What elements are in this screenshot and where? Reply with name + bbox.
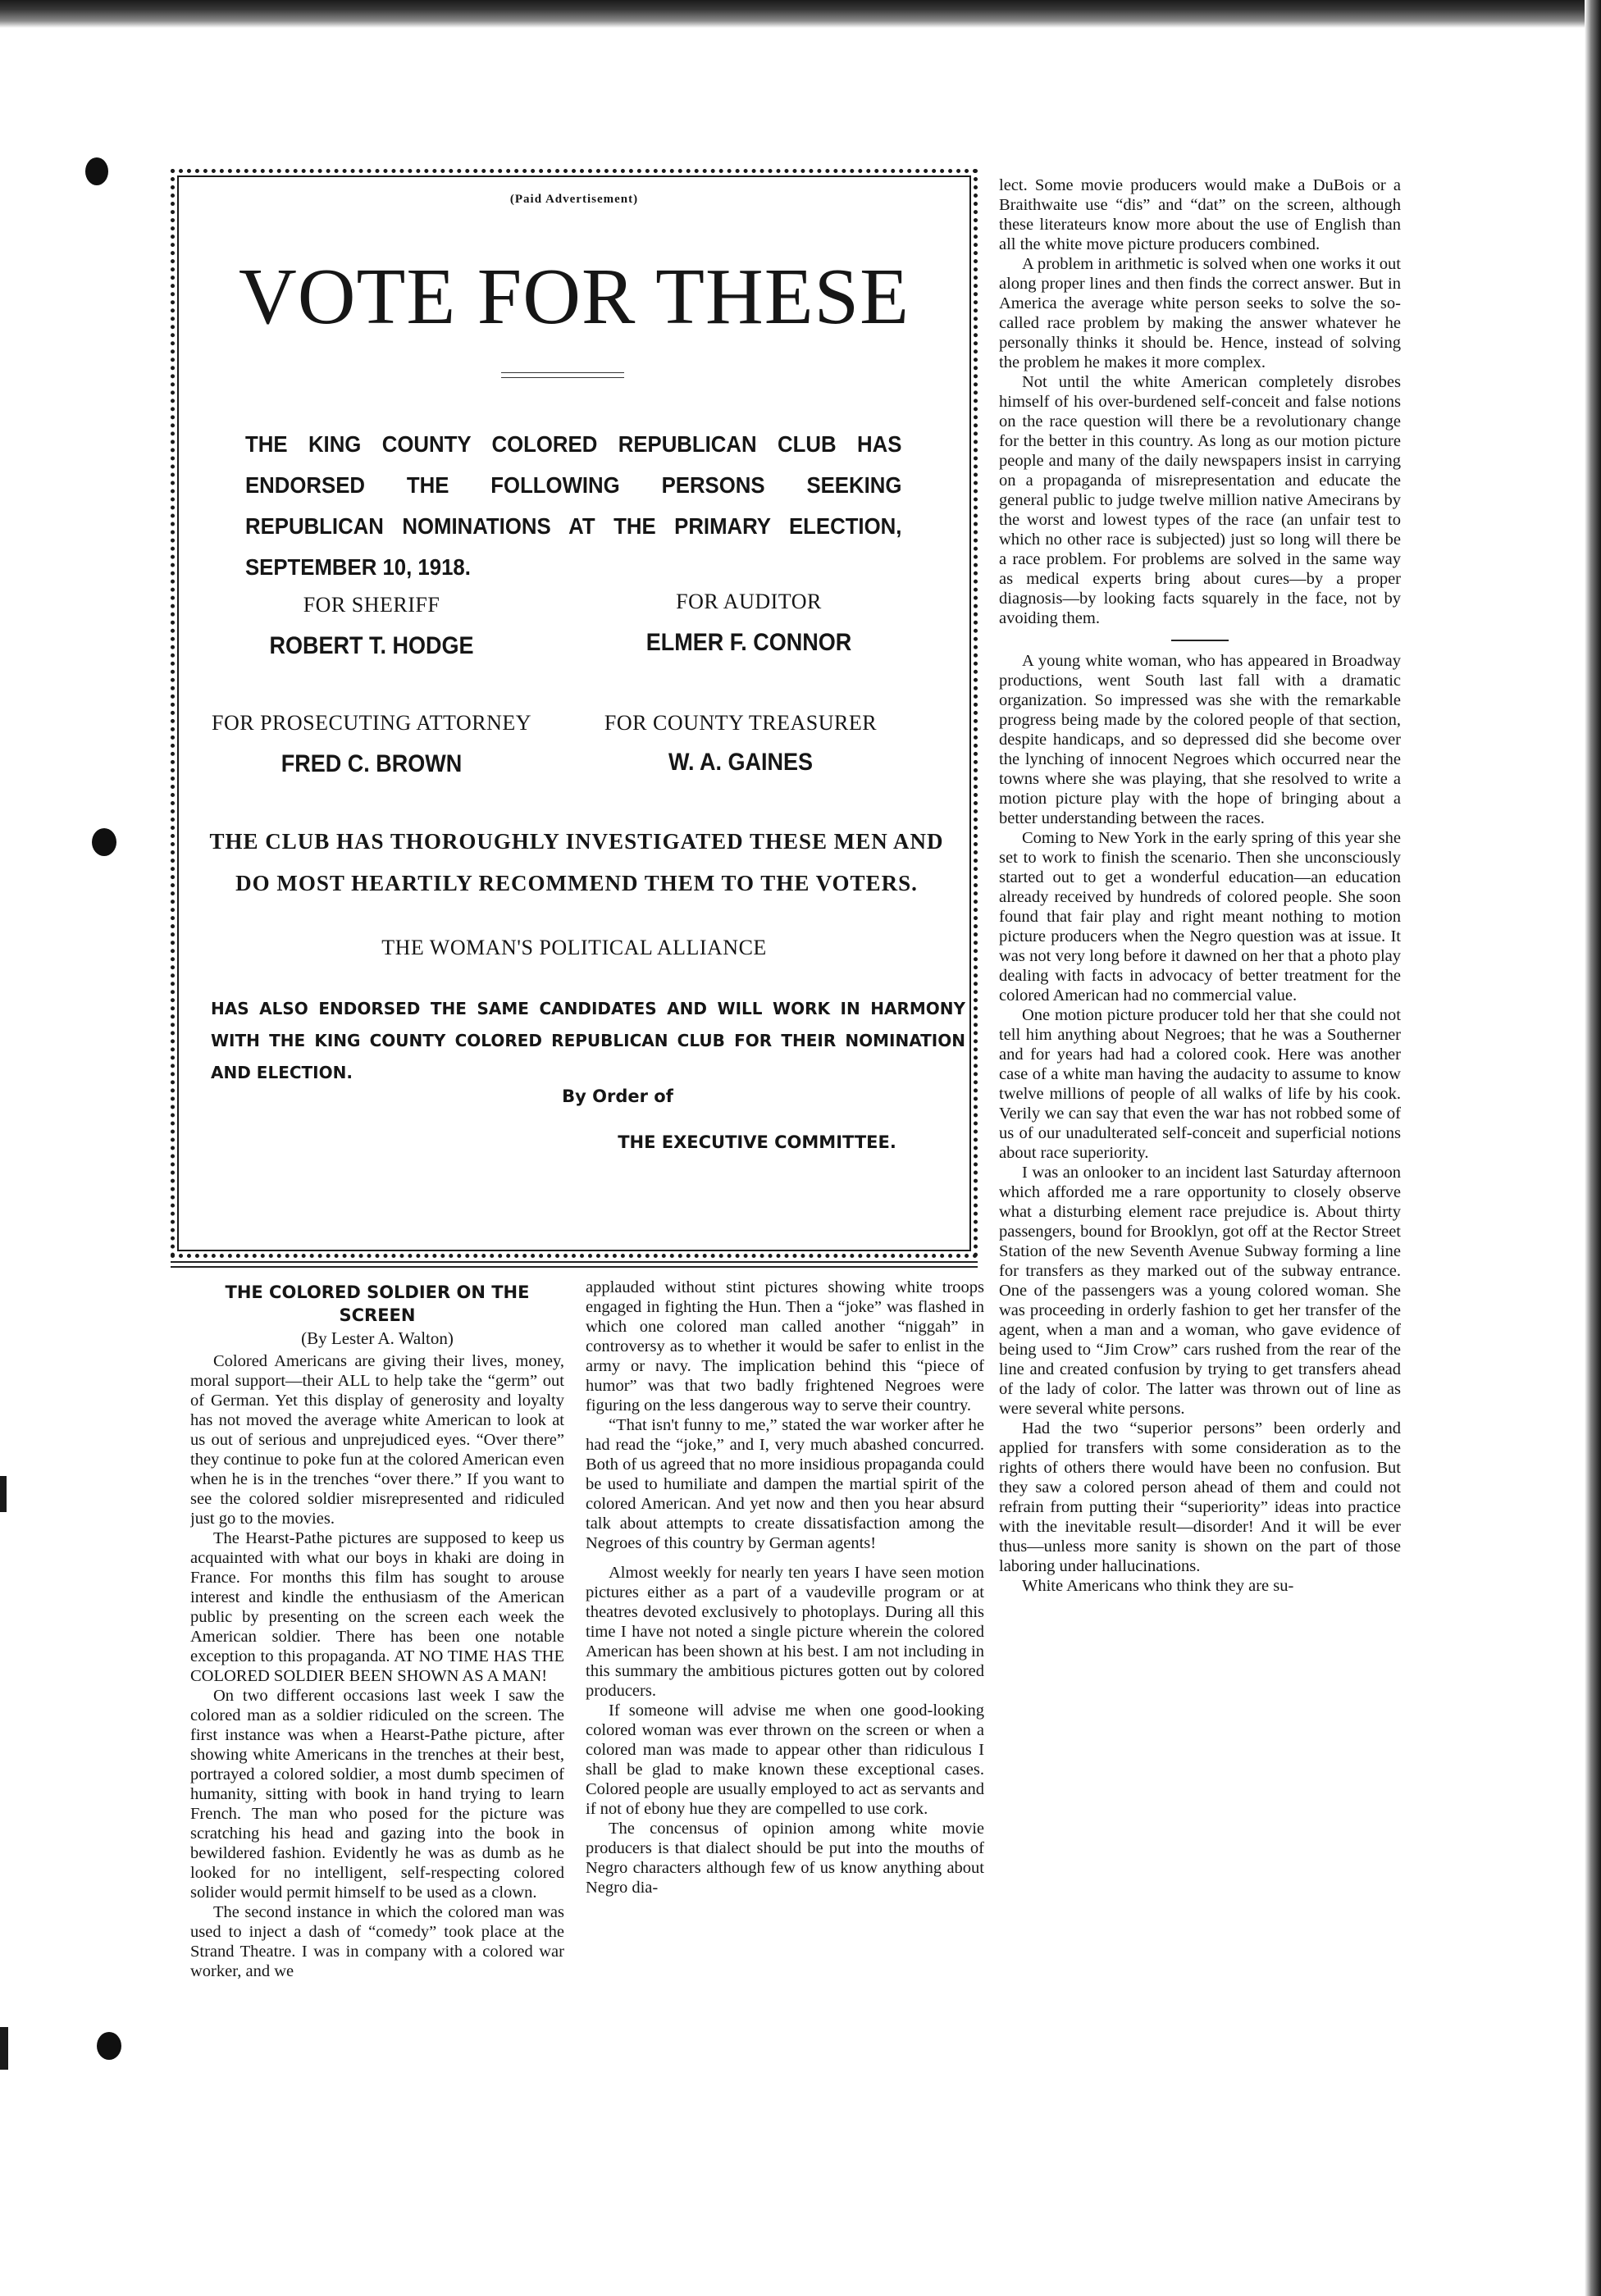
scan-top-edge bbox=[0, 0, 1601, 28]
ad-alliance-statement: HAS ALSO ENDORSED THE SAME CANDIDATES AND WILL WORK IN HARMONY WITH THE KING COUNTY COLORED REPUBLICAN CLUB FOR THEIR NOMINATION AND ELECTION. bbox=[211, 999, 965, 1082]
section-rule bbox=[171, 1261, 978, 1268]
candidate-office-prosecuting-attorney: FOR PROSECUTING ATTORNEY bbox=[211, 711, 531, 735]
candidate-office-county-treasurer: FOR COUNTY TREASURER bbox=[604, 711, 878, 735]
article-byline: (By Lester A. Walton) bbox=[301, 1328, 454, 1348]
article-paragraph: If someone will advise me when one good-looking colored woman was ever thrown on the screen or when a colored man was made to appear other than ridiculous I shall be glad to make known these exceptional cases. Colored people are usually employed to act as servants and if not of ebony hue they are compelled to use cork. bbox=[586, 1702, 984, 1818]
punch-hole-middle bbox=[92, 828, 116, 856]
article-paragraph: The concensus of opinion among white movie producers is that dialect should be put into the mouths of Negro characters although few of us know anything about Negro dia- bbox=[586, 1820, 984, 1897]
ad-endorsement-text: THE KING COUNTY COLORED REPUBLICAN CLUB HAS ENDORSED THE FOLLOWING PERSONS SEEKING REPUBLICAN NOMINATIONS AT THE PRIMARY ELECTION, SEPTEMBER 10, 1918. bbox=[245, 431, 902, 580]
article-column-middle bbox=[586, 1278, 984, 2122]
article-paragraph: I was an onlooker to an incident last Saturday afternoon which afforded me a rare opportunity to closely observe what a disturbing element race prejudice is. About thirty passengers, bound for Brooklyn, got off at the Rector Street Station of the new Seventh Avenue Subway forming a line for transfers as they marked out of the subway entrance. One of the passengers was a young colored woman. She was proceeding in orderly fashion to get her transfer of the agent, when a man and a woman, who gave evidence of being used to “Jim Crow” cars rushed from the rear of the line and created confusion by trying to get transfers ahead of the lady of color. The latter was thrown out of line as were several white persons. bbox=[999, 1164, 1401, 1418]
candidate-office-sheriff: FOR SHERIFF bbox=[303, 593, 440, 617]
article-paragraph: lect. Some movie producers would make a DuBois or a Braithwaite use “dis” and “dat” on the screen, although these literateurs know more about the use of English than all the white move picture producers combined. bbox=[999, 176, 1401, 253]
article-paragraph: applauded without stint pictures showing white troops engaged in fighting the Hun. Then a “joke” was flashed in which one colored man called another “niggah” in controversy as to whether it would be safer to enlist in the army or navy. The implication behind this “piece of humor” was that two badly frightened Negroes were figuring on the less dangerous way to serve their country. bbox=[586, 1278, 984, 1414]
article-column-left bbox=[190, 1278, 564, 2122]
candidate-office-auditor: FOR AUDITOR bbox=[676, 590, 822, 613]
article-paragraph: A problem in arithmetic is solved when one works it out along proper lines and then finds the correct answer. But in America the average white person seeks to solve the so-called race problem by making the answer whatever he personally thinks it should be. Hence, instead of solving the problem he makes it more complex. bbox=[999, 255, 1401, 371]
margin-mark-1 bbox=[0, 1476, 7, 1512]
column-separator bbox=[1171, 640, 1229, 641]
article-paragraph: Not until the white American completely disrobes himself of his over-burdened self-conceit and false notions on the race question will there be a revolutionary change for the better in this country. As long as our motion picture people and many of the daily newspapers insist in carrying on a propaganda of misrepresentation and educate the general public to judge twelve million native Amecirans by the worst and lowest types of the race (an unfair test to which no other race is subjected) just so long will there be a race problem. For problems are solved in the same way as medical experts bring about cures—by a proper diagnosis—by looking facts squarely in the face, not by avoiding them. bbox=[999, 373, 1401, 627]
candidate-name-prosecuting-attorney: FRED C. BROWN bbox=[281, 750, 463, 777]
paid-advertisement-box bbox=[171, 169, 978, 1258]
article-column-right bbox=[999, 175, 1401, 2127]
ad-divider bbox=[501, 372, 624, 378]
article-paragraph: Almost weekly for nearly ten years I have seen motion pictures either as a part of a vaudeville program or at theatres devoted exclusively to photoplays. During all this time I have not noted a single picture wherein the colored American has been shown at his best. I am not including in this summary the ambitious pictures gotten out by colored producers. bbox=[586, 1564, 984, 1700]
article-paragraph: On two different occasions last week I saw the colored man as a soldier ridiculed on the screen. The first instance was when a Hearst-Pathe picture, after showing white Americans in the trenches at their best, portrayed a colored soldier, a most dumb specimen of humanity, sitting with book in hand trying to learn French. The man who posed for the picture was scratching his head and gazing into the book in bewildered fashion. Evidently he was as dumb as he looked for no intelligent, self-respecting colored solider would permit himself to be used as a clown. bbox=[190, 1687, 564, 1902]
punch-hole-top bbox=[85, 157, 108, 185]
ad-note: (Paid Advertisement) bbox=[509, 193, 639, 206]
article-paragraph: Coming to New York in the early spring of this year she set to work to finish the scenario. Then she unconsciously started out to get a wonderful education—an education already received by hundreds of colored people. She soon found that fair play and right meant nothing to motion picture producers when the Negro question was at issue. It was not very long before it dawned on her that a photo play dealing with facts in advocacy of better treatment for the colored American had no commercial value. bbox=[999, 829, 1401, 1004]
ad-committee-signature: THE EXECUTIVE COMMITTEE. bbox=[618, 1132, 896, 1152]
article-paragraph: A young white woman, who has appeared in Broadway productions, went South last fall with a dramatic organization. So impressed was she with the remarkable progress being made by the colored people of that section, despite handicaps, and so depressed did she become over the lynching of innocent Negroes which occurred near the towns where she was playing, that she resolved to write a motion picture play with the hope of bringing about a better understanding between the races. bbox=[999, 652, 1401, 827]
margin-mark-2 bbox=[0, 2027, 8, 2070]
article-paragraph: One motion picture producer told her that she could not tell him anything about Negroes; that he was a Southerner and for years had had a colored cook. Here was another case of a white man having the audacity to assume to know twelve millions of people of all walks of life by his cook. Verily we can say that even the war has not robbed some of us of our unadulterated self-conceit and superficial notions about race superiority. bbox=[999, 1006, 1401, 1162]
ad-order-line: By Order of bbox=[562, 1086, 673, 1106]
article-paragraph: “That isn't funny to me,” stated the war worker after he had read the “joke,” and I, very much abashed concurred. Both of us agreed that no more insidious propaganda could be used to humiliate and dampen the martial spirit of the colored American. And yet now and then you hear absurd talk about attempts to create dissatisfaction among the Negroes of this country by German agents! bbox=[586, 1416, 984, 1552]
candidate-name-county-treasurer: W. A. GAINES bbox=[668, 749, 814, 776]
article-paragraph: Had the two “superior persons” been orderly and applied for transfers with some consideration as to the rights of others there would have been no confusion. But they saw a colored person ahead of them and could not refrain from putting their “superiority” ideas into practice with the inevitable result—disorder! And it will be ever thus—unless more sanity is shown on the part of those laboring under hallucinations. bbox=[999, 1419, 1401, 1575]
candidate-name-sheriff: ROBERT T. HODGE bbox=[269, 632, 474, 659]
article-paragraph: Colored Americans are giving their lives, money, moral support—their ALL to help take the “germ” out of German. Yet this display of generosity and loyalty has not moved the average white American to look at us out of serious and unprejudiced eyes. “Over there” they continue to poke fun at the colored American even when he is in the trenches “over there.” If you want to see the colored soldier misrepresented and ridiculed just go to the movies. bbox=[190, 1352, 564, 1528]
ad-alliance-title: THE WOMAN'S POLITICAL ALLIANCE bbox=[381, 936, 767, 959]
punch-hole-bottom bbox=[97, 2032, 121, 2060]
article-paragraph: White Americans who think they are su- bbox=[1022, 1577, 1294, 1595]
article-paragraph: The second instance in which the colored man was used to inject a dash of “comedy” took place at the Strand Theatre. I was in company with a colored war worker, and we bbox=[190, 1903, 564, 1980]
scan-right-edge bbox=[1585, 0, 1601, 2296]
ad-headline: VOTE FOR THESE bbox=[238, 253, 910, 341]
paragraph-gap bbox=[586, 1553, 984, 1563]
article-title: THE COLORED SOLDIER ON THE SCREEN bbox=[225, 1282, 530, 1325]
article-paragraph: The Hearst-Pathe pictures are supposed to keep us acquainted with what our boys in khaki are doing in France. For months this film has sought to arouse interest and kindle the enthusiasm of the American public by presenting on the screen each week the American soldier. There has been one notable exception to this propaganda. AT NO TIME HAS THE COLORED SOLDIER BEEN SHOWN AS A MAN! bbox=[190, 1529, 564, 1685]
candidate-name-auditor: ELMER F. CONNOR bbox=[645, 629, 852, 656]
ad-club-statement: THE CLUB HAS THOROUGHLY INVESTIGATED THESE MEN AND DO MOST HEARTILY RECOMMEND THEM TO THE VOTERS. bbox=[209, 829, 944, 895]
